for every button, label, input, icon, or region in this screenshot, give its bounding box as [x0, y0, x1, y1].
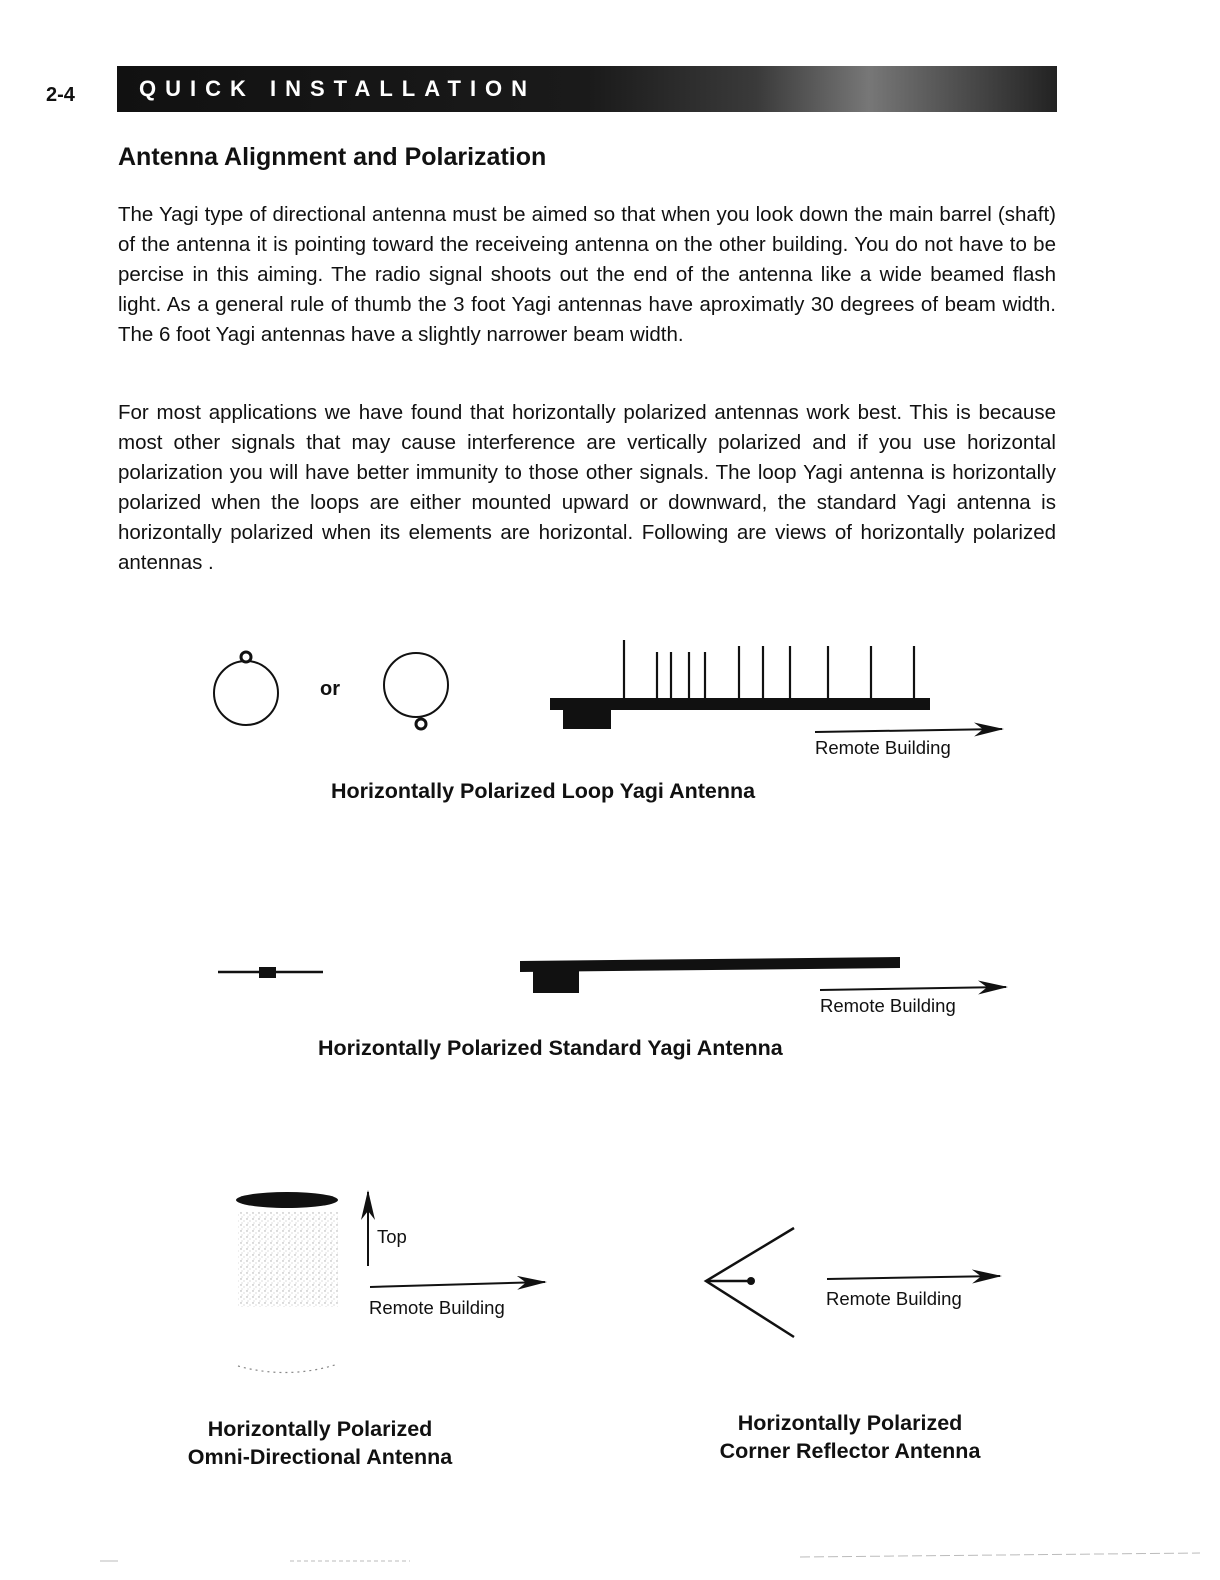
loop-downward-icon	[384, 653, 448, 729]
standard-yagi-side-view	[520, 957, 900, 993]
corner-reflector-direction-arrow	[827, 1276, 1000, 1279]
loop-yagi-caption: Horizontally Polarized Loop Yagi Antenna	[331, 779, 756, 803]
omni-caption	[170, 1415, 470, 1471]
corner-reflector-remote-building-label: Remote Building	[826, 1288, 962, 1309]
loop-upward-icon	[214, 652, 278, 725]
page-number: 2-4	[46, 84, 75, 106]
standard-yagi-end-view	[218, 967, 323, 978]
corner-reflector-caption-line2: Corner Reflector Antenna	[719, 1439, 981, 1463]
standard-yagi-remote-building-label: Remote Building	[820, 995, 956, 1016]
banner-title: QUICK INSTALLATION	[139, 76, 537, 101]
standard-yagi-direction-arrow	[820, 987, 1006, 990]
omni-remote-building-label: Remote Building	[369, 1297, 505, 1318]
omni-direction-arrow	[370, 1282, 545, 1287]
loop-yagi-side-view	[550, 640, 930, 729]
omni-caption-line2: Omni-Directional Antenna	[187, 1445, 453, 1469]
omni-caption-line1: Horizontally Polarized	[207, 1417, 433, 1441]
omni-top-label: Top	[377, 1226, 407, 1247]
corner-reflector-caption-line1: Horizontally Polarized	[737, 1411, 963, 1435]
bottom-scan-marks	[100, 1553, 1200, 1561]
or-label: or	[320, 678, 340, 700]
corner-reflector-drawing	[706, 1228, 794, 1337]
loop-yagi-remote-building-label: Remote Building	[815, 737, 951, 758]
loop-yagi-direction-arrow	[815, 729, 1002, 732]
section-title: Antenna Alignment and Polarization	[118, 143, 547, 171]
paragraph-aiming: The Yagi type of directional antenna must be aimed so that when you look down the main barrel (shaft) of the antenna it is pointing toward the receiveing antenna on the other building. You do not have to be percise in this aiming. The radio signal shoots out the end of the antenna like a wide beamed flash light. As a general rule of thumb the 3 foot Yagi antennas have aproximatly 30 degrees of beam width. The 6 foot Yagi antennas have a slightly narrower beam width.	[118, 203, 1056, 346]
paragraph-polarization: For most applications we have found that horizontally polarized antennas work best. This is because most other signals that may cause interference are vertically polarized and if you use horizontal polarization you will have better immunity to those other signals. The loop Yagi antenna is horizontally polarized when the loops are either mounted upward or downward, the standard Yagi antenna is horizontally polarized when its elements are horizontal. Following are views of horizontally polarized antennas .	[118, 401, 1056, 574]
corner-reflector-caption	[700, 1409, 1000, 1465]
omni-antenna-drawing	[236, 1192, 338, 1373]
standard-yagi-caption: Horizontally Polarized Standard Yagi Antenna	[318, 1036, 783, 1060]
